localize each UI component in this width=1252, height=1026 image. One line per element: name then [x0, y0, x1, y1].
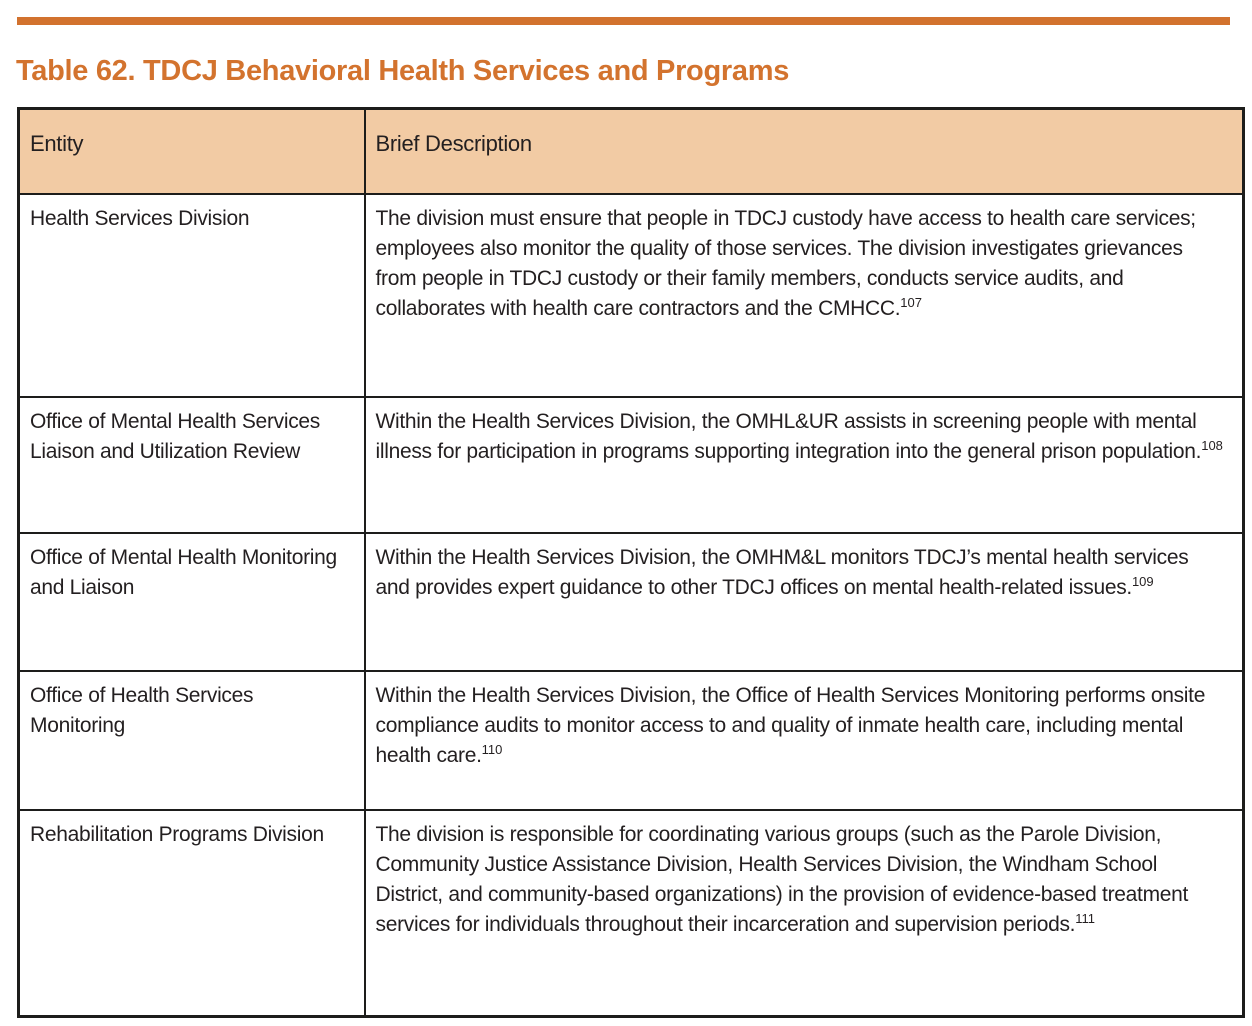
footnote-reference: 110 — [481, 741, 503, 757]
description-cell — [365, 194, 1244, 397]
footnote-reference: 107 — [900, 294, 922, 310]
table-row — [19, 194, 1244, 397]
entity-cell: Office of Mental Health Monitoring and Liaison — [19, 533, 365, 671]
description-text: Within the Health Services Division, the OMHM&L monitors TDCJ’s mental health services and provides expert guidance to other TDCJ offices on mental health-related issues. — [375, 545, 1189, 599]
entity-cell: Rehabilitation Programs Division — [19, 810, 365, 1017]
description-text: The division is responsible for coordinating various groups (such as the Parole Division, Community Justice Assistance Division, Health Services Division, the Windham School District, and community-based organizations) in the provision of evidence-based treatment services for individuals throughout their incarceration and supervision periods. — [375, 822, 1189, 936]
description-cell — [365, 671, 1244, 810]
description-cell — [365, 533, 1244, 671]
top-accent-rule — [17, 17, 1230, 25]
table-header-row — [19, 109, 1244, 194]
description-text: Within the Health Services Division, the Office of Health Services Monitoring performs onsite compliance audits to monitor access to and quality of inmate health care, including mental health care. — [375, 683, 1206, 767]
footnote-reference: 111 — [1075, 910, 1095, 926]
entity-cell: Health Services Division — [19, 194, 365, 397]
table-row — [19, 671, 1244, 810]
column-header-brief-description: Brief Description — [365, 109, 1244, 194]
column-header-entity: Entity — [19, 109, 365, 194]
table-row — [19, 533, 1244, 671]
table-row — [19, 397, 1244, 533]
footnote-reference: 109 — [1131, 573, 1154, 589]
description-text: Within the Health Services Division, the OMHL&UR assists in screening people with mental illness for participation in programs supporting integration into the general prison population. — [375, 409, 1202, 463]
description-cell — [365, 397, 1244, 533]
table-row — [19, 810, 1244, 1017]
page-title: Table 62. TDCJ Behavioral Health Services and Programs — [16, 55, 790, 88]
description-cell — [365, 810, 1244, 1017]
description-text: The division must ensure that people in TDCJ custody have access to health care services; employees also monitor the quality of those services. The division investigates grievances from people in TDCJ custody or their family members, conducts service audits, and collaborates with health care contractors and the CMHCC. — [375, 206, 1196, 320]
footnote-reference: 108 — [1201, 437, 1223, 453]
entity-cell: Office of Health Services Monitoring — [19, 671, 365, 810]
entity-cell: Office of Mental Health Services Liaison and Utilization Review — [19, 397, 365, 533]
behavioral-health-services-table — [17, 107, 1245, 1018]
